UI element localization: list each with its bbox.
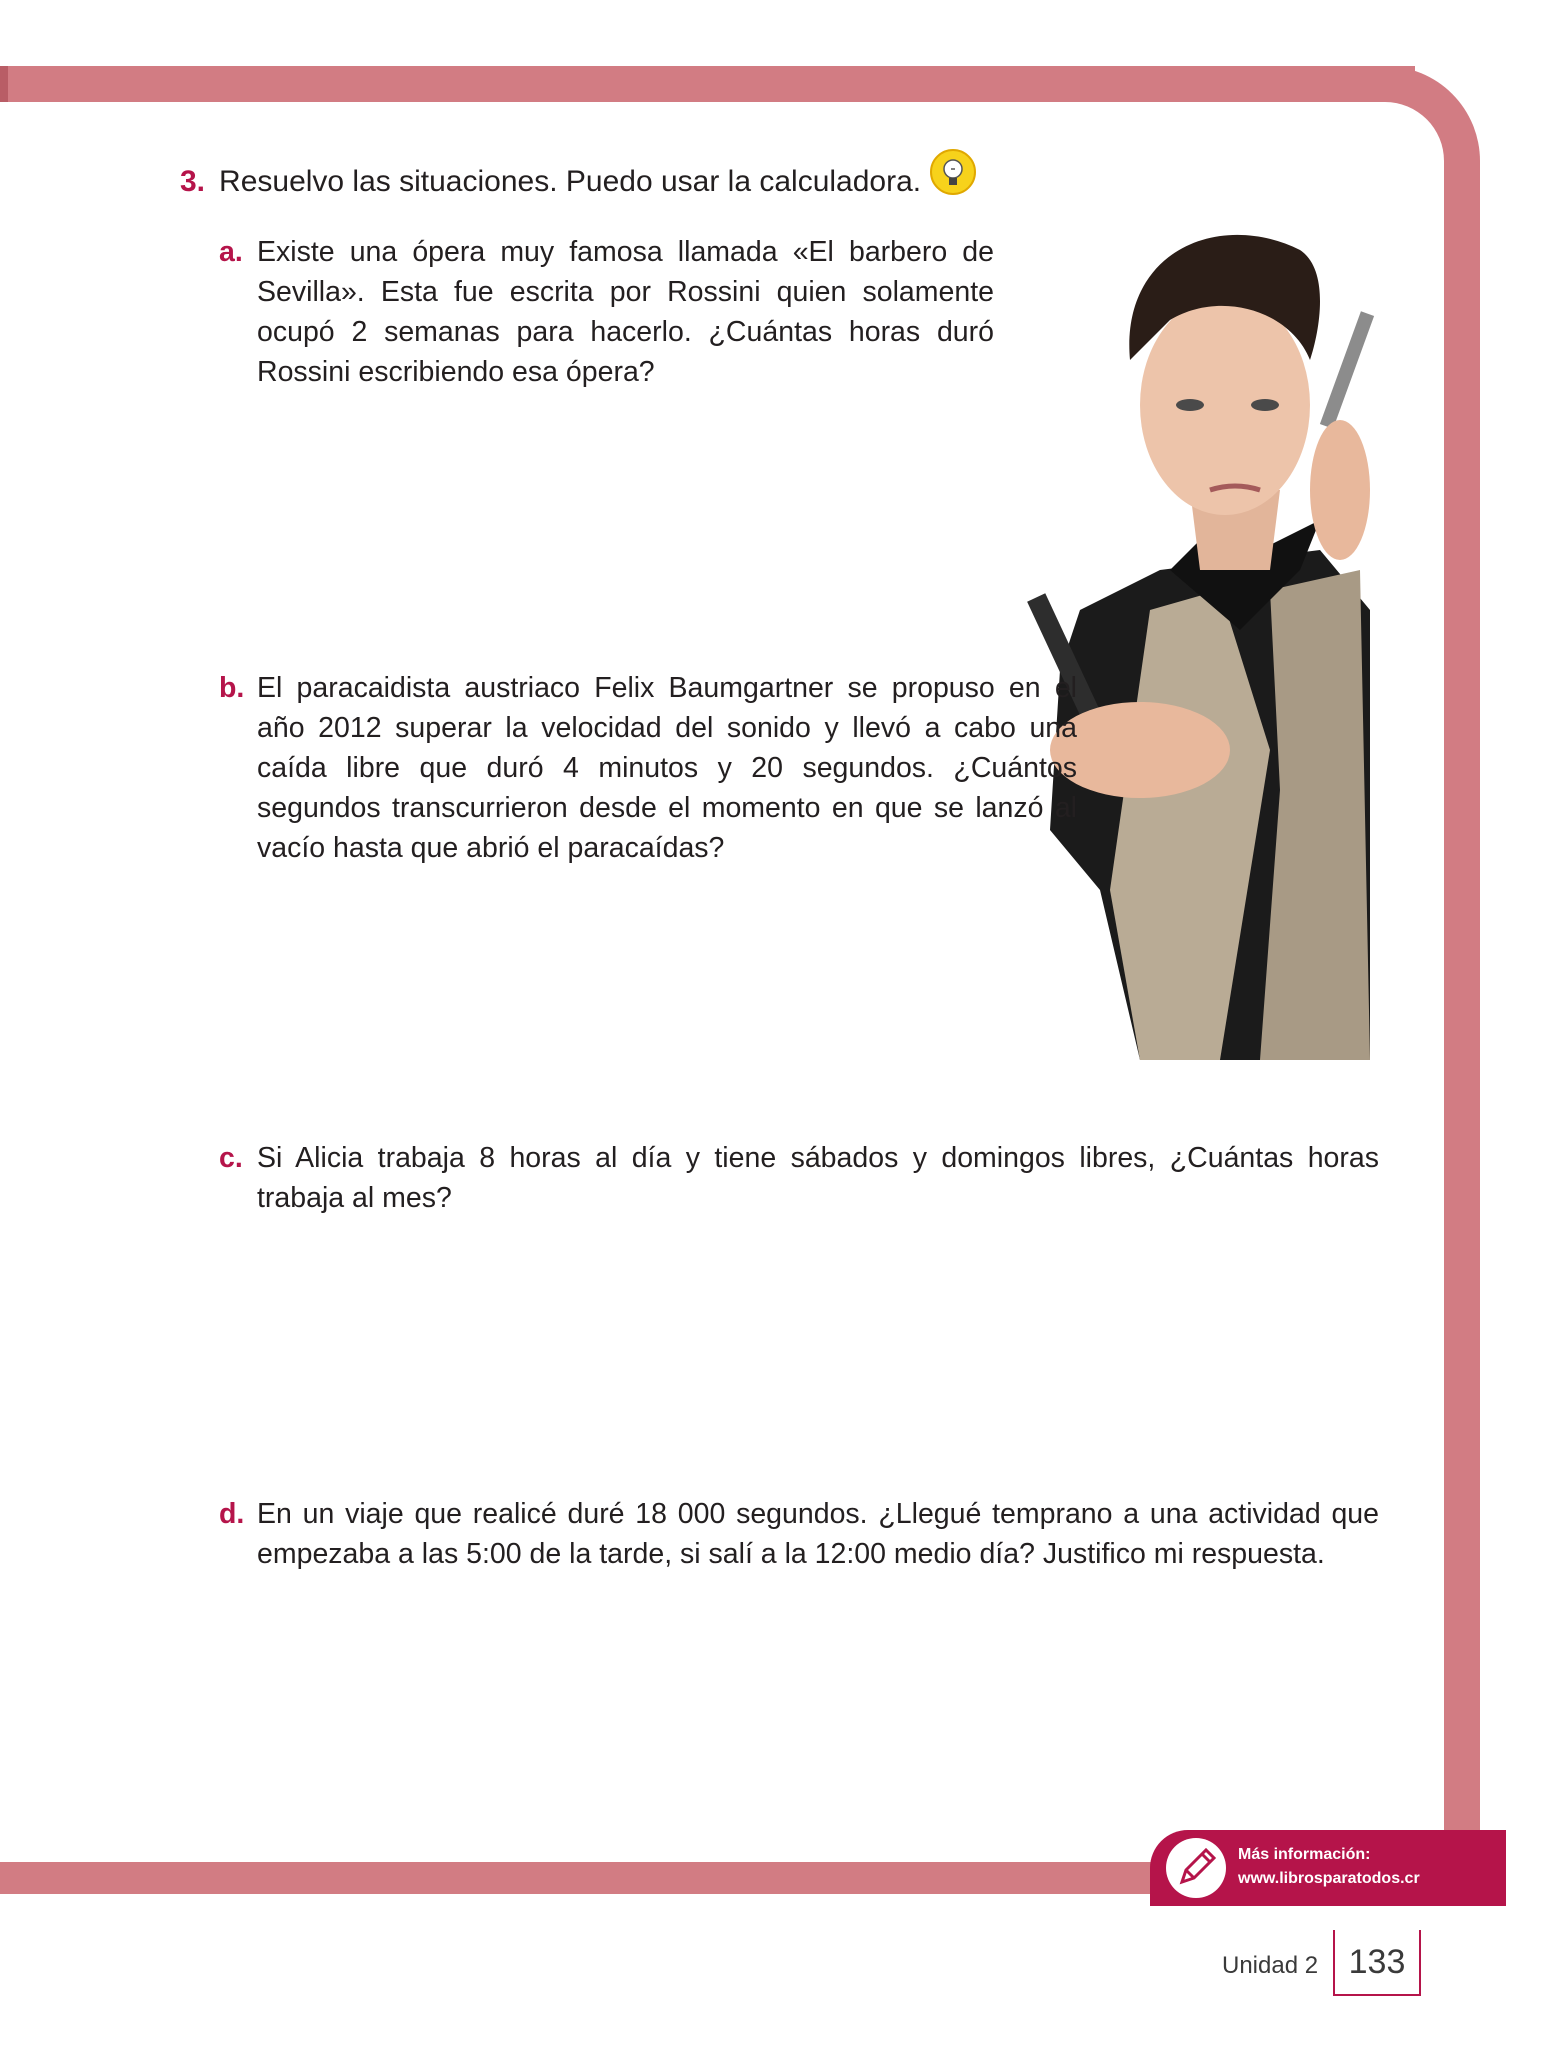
more-info-label: Más información:: [1238, 1846, 1371, 1863]
item-text: Existe una ópera muy famosa llamada «El barbero de Sevilla». Esta fue escrita por Rossini quien solamente ocupó 2 semanas para hacerlo. ¿Cuántas horas duró Rossini escribiendo esa ópera?: [257, 236, 994, 388]
bottom-frame-bar: [0, 1862, 1175, 1894]
more-info-badge: [1150, 1830, 1506, 1906]
item-letter: a.: [219, 236, 243, 268]
top-frame-bar: [0, 66, 1415, 102]
frame-left-accent: [0, 66, 8, 102]
item-text: En un viaje que realicé duré 18 000 segundos. ¿Llegué temprano a una actividad que empezaba a las 5:00 de la tarde, si salí a la 12:00 medio día? Justifico mi respuesta.: [257, 1498, 1379, 1570]
more-info-url[interactable]: www.librosparatodos.cr: [1238, 1870, 1420, 1887]
item-letter: b.: [219, 672, 245, 704]
unit-label: Unidad 2: [1222, 1952, 1319, 1979]
item-letter: d.: [219, 1498, 245, 1530]
exercise-number: 3.: [180, 165, 206, 198]
problem-item-c: [219, 1138, 1379, 1218]
problem-item-a: [219, 232, 994, 392]
lightbulb-icon: [929, 148, 977, 196]
right-frame-bar: [1444, 200, 1480, 1830]
problem-item-b: [219, 668, 1077, 868]
exercise-instruction: Resuelvo las situaciones. Puedo usar la calculadora.: [219, 165, 922, 198]
man-with-razor-photo: [1020, 190, 1380, 1060]
item-text: Si Alicia trabaja 8 horas al día y tiene sábados y domingos libres, ¿Cuántas horas trabaja al mes?: [257, 1142, 1379, 1214]
pencil-icon: [1164, 1836, 1228, 1900]
item-text: El paracaidista austriaco Felix Baumgartner se propuso en el año 2012 superar la velocidad del sonido y llevó a cabo una caída libre que duró 4 minutos y 20 segundos. ¿Cuántos segundos transcurrieron desde el momento en que se lanzó al vacío hasta que abrió el paracaídas?: [257, 672, 1077, 864]
problem-item-d: [219, 1494, 1379, 1574]
page-number: 133: [1333, 1930, 1421, 1996]
item-letter: c.: [219, 1142, 243, 1174]
exercise-heading: [180, 158, 977, 206]
